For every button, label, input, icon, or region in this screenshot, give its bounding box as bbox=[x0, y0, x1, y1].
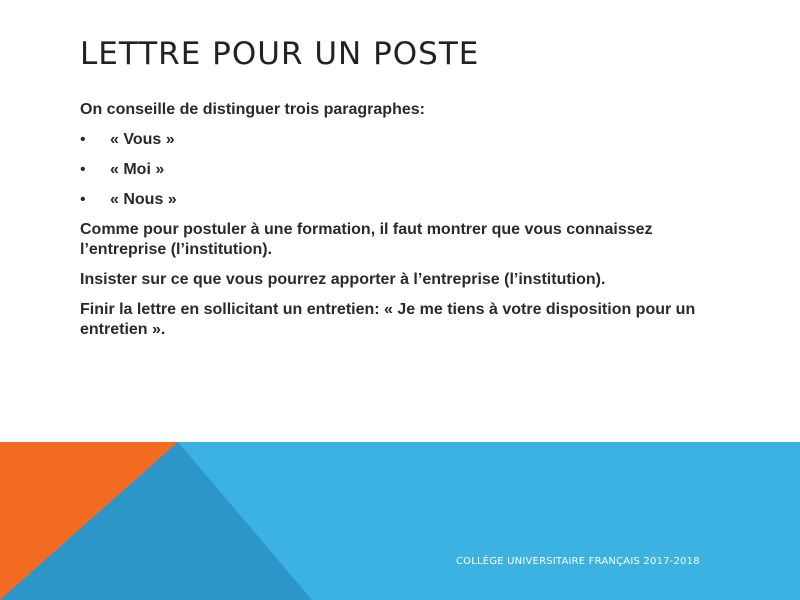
slide-title: LETTRE POUR UN POSTE bbox=[80, 36, 480, 72]
paragraph-entretien: Finir la lettre en sollicitant un entretien: « Je me tiens à votre disposition pour un entretien ». bbox=[80, 301, 696, 338]
paragraph-formation: Comme pour postuler à une formation, il faut montrer que vous connaissez l’entreprise (l’institution). bbox=[80, 221, 653, 258]
bullet-label: « Moi » bbox=[110, 161, 165, 178]
bullet-item-vous bbox=[80, 130, 730, 150]
intro-text: On conseille de distinguer trois paragraphes: bbox=[80, 101, 425, 118]
bullet-label: « Vous » bbox=[110, 131, 175, 148]
bullet-icon: • bbox=[80, 131, 86, 148]
slide-body bbox=[80, 100, 730, 350]
bullet-label: « Nous » bbox=[110, 191, 177, 208]
bullet-icon: • bbox=[80, 161, 86, 178]
bullet-list bbox=[80, 130, 730, 210]
bullet-item-nous bbox=[80, 190, 730, 210]
bullet-icon: • bbox=[80, 191, 86, 208]
paragraph-apport: Insister sur ce que vous pourrez apporter à l’entreprise (l’institution). bbox=[80, 271, 606, 288]
bullet-item-moi bbox=[80, 160, 730, 180]
footer-text: COLLÈGE UNIVERSITAIRE FRANÇAIS 2017-2018 bbox=[456, 556, 700, 567]
decorative-banner bbox=[0, 442, 800, 600]
